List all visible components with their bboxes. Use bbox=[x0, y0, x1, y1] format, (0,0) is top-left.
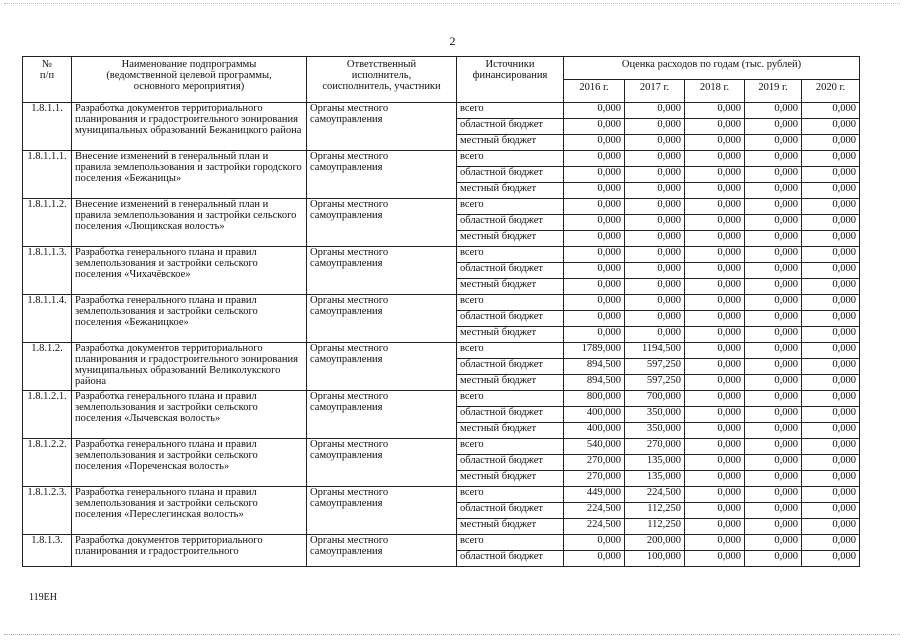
expense-value: 0,000 bbox=[625, 279, 685, 295]
expense-value: 0,000 bbox=[745, 439, 802, 455]
funding-source: местный бюджет bbox=[457, 327, 564, 343]
expense-value: 0,000 bbox=[802, 135, 860, 151]
expense-value: 0,000 bbox=[685, 247, 745, 263]
page-number: 2 bbox=[449, 34, 456, 48]
expense-value: 0,000 bbox=[745, 279, 802, 295]
expense-value: 0,000 bbox=[564, 119, 625, 135]
expense-value: 0,000 bbox=[685, 215, 745, 231]
funding-source: всего bbox=[457, 439, 564, 455]
row-name: Разработка документов территориального планирования и градостроительного bbox=[72, 535, 307, 567]
funding-source: областной бюджет bbox=[457, 263, 564, 279]
expense-value: 0,000 bbox=[745, 343, 802, 359]
row-name: Разработка генерального плана и правил землепользования и застройки сельского поселения «Бежаницкое» bbox=[72, 295, 307, 343]
expense-value: 224,500 bbox=[564, 519, 625, 535]
expense-value: 0,000 bbox=[745, 519, 802, 535]
expense-value: 270,000 bbox=[564, 455, 625, 471]
expense-value: 0,000 bbox=[625, 103, 685, 119]
expense-value: 0,000 bbox=[685, 295, 745, 311]
expense-value: 400,000 bbox=[564, 407, 625, 423]
expense-value: 0,000 bbox=[802, 103, 860, 119]
funding-source: областной бюджет bbox=[457, 119, 564, 135]
expense-value: 0,000 bbox=[802, 199, 860, 215]
funding-source: местный бюджет bbox=[457, 375, 564, 391]
expense-value: 0,000 bbox=[685, 359, 745, 375]
expense-value: 0,000 bbox=[745, 167, 802, 183]
expense-value: 700,000 bbox=[625, 391, 685, 407]
table-row bbox=[23, 439, 860, 455]
row-name: Разработка генерального плана и правил землепользования и застройки сельского поселения «Чихачёвское» bbox=[72, 247, 307, 295]
expense-value: 135,000 bbox=[625, 471, 685, 487]
header-year: 2020 г. bbox=[802, 80, 860, 103]
funding-source: всего bbox=[457, 535, 564, 551]
funding-source: местный бюджет bbox=[457, 135, 564, 151]
expense-value: 0,000 bbox=[745, 311, 802, 327]
row-name: Разработка генерального плана и правил землепользования и застройки сельского поселения «Переслегинская волость» bbox=[72, 487, 307, 535]
expense-value: 0,000 bbox=[745, 423, 802, 439]
expense-value: 224,500 bbox=[564, 503, 625, 519]
expense-value: 0,000 bbox=[685, 503, 745, 519]
expense-value: 0,000 bbox=[625, 231, 685, 247]
table-row bbox=[23, 391, 860, 407]
expense-value: 0,000 bbox=[745, 471, 802, 487]
expense-value: 270,000 bbox=[625, 439, 685, 455]
expenses-table bbox=[22, 56, 860, 567]
row-name: Разработка генерального плана и правил землепользования и застройки сельского поселения «Лычевская волость» bbox=[72, 391, 307, 439]
expense-value: 0,000 bbox=[745, 263, 802, 279]
expense-value: 0,000 bbox=[564, 295, 625, 311]
expense-value: 0,000 bbox=[685, 423, 745, 439]
header-num: № п/п bbox=[23, 57, 72, 103]
funding-source: всего bbox=[457, 391, 564, 407]
expense-value: 0,000 bbox=[745, 535, 802, 551]
expense-value: 0,000 bbox=[564, 215, 625, 231]
expense-value: 0,000 bbox=[685, 311, 745, 327]
expense-value: 0,000 bbox=[685, 535, 745, 551]
expense-value: 540,000 bbox=[564, 439, 625, 455]
expense-value: 135,000 bbox=[625, 455, 685, 471]
expense-value: 270,000 bbox=[564, 471, 625, 487]
expense-value: 0,000 bbox=[802, 167, 860, 183]
expense-value: 0,000 bbox=[625, 327, 685, 343]
row-executor: Органы местного самоуправления bbox=[307, 247, 457, 295]
expense-value: 112,250 bbox=[625, 519, 685, 535]
expense-value: 0,000 bbox=[802, 455, 860, 471]
funding-source: областной бюджет bbox=[457, 359, 564, 375]
expense-value: 0,000 bbox=[685, 231, 745, 247]
expense-value: 0,000 bbox=[802, 263, 860, 279]
expense-value: 0,000 bbox=[802, 231, 860, 247]
expense-value: 0,000 bbox=[625, 167, 685, 183]
expense-value: 1194,500 bbox=[625, 343, 685, 359]
row-executor: Органы местного самоуправления bbox=[307, 103, 457, 151]
expense-value: 0,000 bbox=[685, 375, 745, 391]
header-year: 2019 г. bbox=[745, 80, 802, 103]
funding-source: всего bbox=[457, 247, 564, 263]
row-executor: Органы местного самоуправления bbox=[307, 487, 457, 535]
expense-value: 0,000 bbox=[745, 487, 802, 503]
funding-source: всего bbox=[457, 103, 564, 119]
expense-value: 100,000 bbox=[625, 551, 685, 567]
expense-value: 0,000 bbox=[745, 455, 802, 471]
funding-source: областной бюджет bbox=[457, 455, 564, 471]
expense-value: 0,000 bbox=[802, 375, 860, 391]
expense-value: 0,000 bbox=[685, 263, 745, 279]
expense-value: 0,000 bbox=[802, 183, 860, 199]
scan-edge-bottom bbox=[4, 634, 900, 635]
expense-value: 0,000 bbox=[745, 247, 802, 263]
expense-value: 0,000 bbox=[802, 247, 860, 263]
expense-value: 0,000 bbox=[802, 407, 860, 423]
row-code: 1.8.1.2.2. bbox=[23, 439, 72, 487]
expense-value: 350,000 bbox=[625, 407, 685, 423]
expense-value: 0,000 bbox=[625, 151, 685, 167]
expense-value: 0,000 bbox=[564, 311, 625, 327]
header-sources: Источники финансирования bbox=[457, 57, 564, 103]
expense-value: 0,000 bbox=[802, 423, 860, 439]
scan-edge-top bbox=[4, 3, 900, 4]
row-name: Разработка документов территориального планирования и градостроительного зонирования муниципальных образований Бежаницкого района bbox=[72, 103, 307, 151]
row-executor: Органы местного самоуправления bbox=[307, 535, 457, 567]
row-code: 1.8.1.1.2. bbox=[23, 199, 72, 247]
expense-value: 0,000 bbox=[802, 359, 860, 375]
expense-value: 0,000 bbox=[564, 183, 625, 199]
row-name: Разработка генерального плана и правил землепользования и застройки сельского поселения «Пореченская волость» bbox=[72, 439, 307, 487]
expense-value: 400,000 bbox=[564, 423, 625, 439]
expense-value: 0,000 bbox=[745, 215, 802, 231]
expense-value: 0,000 bbox=[625, 199, 685, 215]
table-row bbox=[23, 199, 860, 215]
expense-value: 0,000 bbox=[745, 183, 802, 199]
expense-value: 0,000 bbox=[745, 359, 802, 375]
expense-value: 0,000 bbox=[745, 391, 802, 407]
row-executor: Органы местного самоуправления bbox=[307, 439, 457, 487]
expense-value: 0,000 bbox=[685, 407, 745, 423]
row-code: 1.8.1.2. bbox=[23, 343, 72, 391]
expense-value: 0,000 bbox=[802, 551, 860, 567]
expense-value: 0,000 bbox=[745, 503, 802, 519]
row-code: 1.8.1.2.1. bbox=[23, 391, 72, 439]
expense-value: 0,000 bbox=[564, 151, 625, 167]
expense-value: 0,000 bbox=[564, 231, 625, 247]
expense-value: 0,000 bbox=[685, 327, 745, 343]
row-code: 1.8.1.1.4. bbox=[23, 295, 72, 343]
table-row bbox=[23, 535, 860, 551]
expense-value: 0,000 bbox=[685, 487, 745, 503]
row-executor: Органы местного самоуправления bbox=[307, 343, 457, 391]
expense-value: 0,000 bbox=[685, 455, 745, 471]
row-code: 1.8.1.1.1. bbox=[23, 151, 72, 199]
header-year: 2018 г. bbox=[685, 80, 745, 103]
expense-value: 224,500 bbox=[625, 487, 685, 503]
header-year: 2017 г. bbox=[625, 80, 685, 103]
expense-value: 0,000 bbox=[625, 215, 685, 231]
expense-value: 0,000 bbox=[802, 327, 860, 343]
table-row bbox=[23, 487, 860, 503]
expense-value: 0,000 bbox=[685, 103, 745, 119]
expense-value: 0,000 bbox=[745, 103, 802, 119]
expense-value: 0,000 bbox=[685, 167, 745, 183]
table-row bbox=[23, 247, 860, 263]
header-year: 2016 г. bbox=[564, 80, 625, 103]
expense-value: 894,500 bbox=[564, 359, 625, 375]
expense-value: 0,000 bbox=[745, 327, 802, 343]
header-executor: Ответственный исполнитель, соисполнитель, участники bbox=[307, 57, 457, 103]
expense-value: 597,250 bbox=[625, 375, 685, 391]
expense-value: 0,000 bbox=[802, 311, 860, 327]
funding-source: местный бюджет bbox=[457, 423, 564, 439]
expense-value: 0,000 bbox=[564, 199, 625, 215]
expense-value: 0,000 bbox=[685, 279, 745, 295]
table-header bbox=[23, 57, 860, 103]
funding-source: всего bbox=[457, 343, 564, 359]
expense-value: 449,000 bbox=[564, 487, 625, 503]
funding-source: областной бюджет bbox=[457, 311, 564, 327]
expense-value: 0,000 bbox=[564, 551, 625, 567]
expense-value: 894,500 bbox=[564, 375, 625, 391]
expense-value: 0,000 bbox=[625, 135, 685, 151]
expense-value: 0,000 bbox=[745, 199, 802, 215]
table-row bbox=[23, 343, 860, 359]
funding-source: областной бюджет bbox=[457, 215, 564, 231]
expense-value: 0,000 bbox=[685, 551, 745, 567]
expense-value: 0,000 bbox=[625, 183, 685, 199]
expense-value: 0,000 bbox=[745, 231, 802, 247]
expense-value: 0,000 bbox=[564, 167, 625, 183]
expense-value: 0,000 bbox=[745, 295, 802, 311]
expense-value: 0,000 bbox=[802, 119, 860, 135]
expense-value: 0,000 bbox=[745, 375, 802, 391]
expense-value: 0,000 bbox=[625, 263, 685, 279]
expense-value: 0,000 bbox=[802, 215, 860, 231]
expense-value: 0,000 bbox=[685, 519, 745, 535]
row-name: Внесение изменений в генеральный план и правила землепользования и застройки городского поселения «Бежаницы» bbox=[72, 151, 307, 199]
expense-value: 0,000 bbox=[685, 135, 745, 151]
funding-source: местный бюджет bbox=[457, 519, 564, 535]
row-name: Разработка документов территориального планирования и градостроительного зонирования муниципальных образований Великолукского района bbox=[72, 343, 307, 391]
row-executor: Органы местного самоуправления bbox=[307, 391, 457, 439]
expense-value: 0,000 bbox=[745, 551, 802, 567]
table-row bbox=[23, 295, 860, 311]
expense-value: 0,000 bbox=[625, 247, 685, 263]
expense-value: 1789,000 bbox=[564, 343, 625, 359]
funding-source: местный бюджет bbox=[457, 183, 564, 199]
expense-value: 0,000 bbox=[745, 151, 802, 167]
header-estimate: Оценка расходов по годам (тыс. рублей) bbox=[564, 57, 860, 80]
expense-value: 597,250 bbox=[625, 359, 685, 375]
expense-value: 0,000 bbox=[685, 183, 745, 199]
expense-value: 0,000 bbox=[685, 471, 745, 487]
expense-value: 0,000 bbox=[625, 119, 685, 135]
expense-value: 112,250 bbox=[625, 503, 685, 519]
expense-value: 0,000 bbox=[564, 279, 625, 295]
expense-value: 0,000 bbox=[745, 135, 802, 151]
funding-source: областной бюджет bbox=[457, 167, 564, 183]
expense-value: 0,000 bbox=[685, 343, 745, 359]
funding-source: всего bbox=[457, 151, 564, 167]
funding-source: всего bbox=[457, 199, 564, 215]
table-row bbox=[23, 151, 860, 167]
funding-source: всего bbox=[457, 295, 564, 311]
expense-value: 0,000 bbox=[564, 135, 625, 151]
funding-source: всего bbox=[457, 487, 564, 503]
funding-source: местный бюджет bbox=[457, 279, 564, 295]
expense-value: 0,000 bbox=[564, 247, 625, 263]
expense-value: 0,000 bbox=[802, 343, 860, 359]
funding-source: областной бюджет bbox=[457, 503, 564, 519]
footer-code: 119EH bbox=[29, 592, 57, 603]
funding-source: областной бюджет bbox=[457, 551, 564, 567]
funding-source: областной бюджет bbox=[457, 407, 564, 423]
expense-value: 0,000 bbox=[685, 151, 745, 167]
expense-value: 0,000 bbox=[802, 535, 860, 551]
expense-value: 0,000 bbox=[745, 407, 802, 423]
expense-value: 0,000 bbox=[564, 263, 625, 279]
row-name: Внесение изменений в генеральный план и правила землепользования и застройки сельского поселения «Лющикская волость» bbox=[72, 199, 307, 247]
expense-value: 0,000 bbox=[802, 295, 860, 311]
expense-value: 350,000 bbox=[625, 423, 685, 439]
expense-value: 0,000 bbox=[564, 327, 625, 343]
row-code: 1.8.1.1. bbox=[23, 103, 72, 151]
row-code: 1.8.1.3. bbox=[23, 535, 72, 567]
table-row bbox=[23, 103, 860, 119]
expense-value: 0,000 bbox=[802, 487, 860, 503]
expense-value: 0,000 bbox=[685, 391, 745, 407]
expense-value: 0,000 bbox=[745, 119, 802, 135]
expense-value: 0,000 bbox=[685, 119, 745, 135]
expense-value: 0,000 bbox=[564, 535, 625, 551]
expense-value: 0,000 bbox=[802, 471, 860, 487]
table-body bbox=[23, 103, 860, 567]
expense-value: 0,000 bbox=[685, 199, 745, 215]
funding-source: местный бюджет bbox=[457, 231, 564, 247]
row-executor: Органы местного самоуправления bbox=[307, 295, 457, 343]
expense-value: 0,000 bbox=[802, 391, 860, 407]
expense-value: 0,000 bbox=[802, 519, 860, 535]
row-executor: Органы местного самоуправления bbox=[307, 199, 457, 247]
expense-value: 200,000 bbox=[625, 535, 685, 551]
header-name: Наименование подпрограммы (ведомственной целевой программы, основного мероприятия) bbox=[72, 57, 307, 103]
expense-value: 0,000 bbox=[625, 311, 685, 327]
expense-value: 0,000 bbox=[685, 439, 745, 455]
row-executor: Органы местного самоуправления bbox=[307, 151, 457, 199]
expense-value: 0,000 bbox=[802, 503, 860, 519]
expense-value: 0,000 bbox=[802, 279, 860, 295]
funding-source: местный бюджет bbox=[457, 471, 564, 487]
expense-value: 800,000 bbox=[564, 391, 625, 407]
expense-value: 0,000 bbox=[802, 151, 860, 167]
row-code: 1.8.1.1.3. bbox=[23, 247, 72, 295]
expense-value: 0,000 bbox=[802, 439, 860, 455]
row-code: 1.8.1.2.3. bbox=[23, 487, 72, 535]
expense-value: 0,000 bbox=[625, 295, 685, 311]
expense-value: 0,000 bbox=[564, 103, 625, 119]
